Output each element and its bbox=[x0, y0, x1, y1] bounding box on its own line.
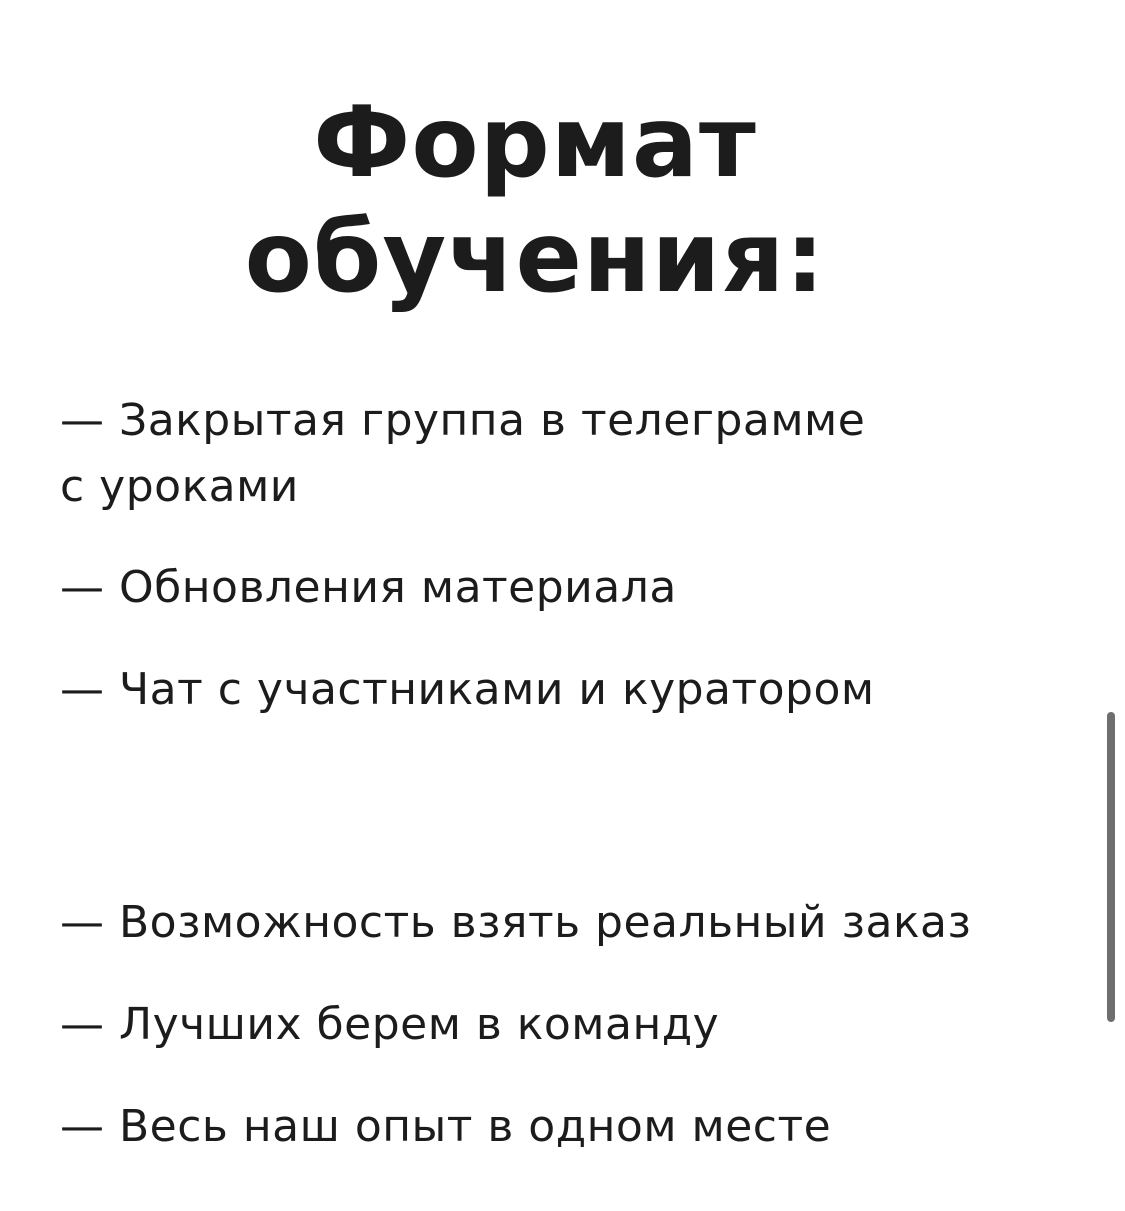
list-item-text: — Чат с участниками и куратором bbox=[60, 664, 875, 715]
list-item-team bbox=[60, 992, 719, 1058]
page-title bbox=[0, 86, 1070, 316]
list-item-text: — Весь наш опыт в одном месте bbox=[60, 1101, 832, 1152]
list-item-text: — Обновления материала bbox=[60, 562, 677, 613]
list-item-text-continued: с уроками bbox=[60, 461, 299, 512]
page-title-line-1: Формат bbox=[313, 86, 757, 200]
list-item-text: — Возможность взять реальный заказ bbox=[60, 897, 972, 948]
list-item-experience bbox=[60, 1094, 831, 1160]
scrollbar-thumb[interactable] bbox=[1107, 712, 1115, 1022]
list-item-text: — Лучших берем в команду bbox=[60, 999, 720, 1050]
list-item-chat bbox=[60, 657, 875, 723]
list-item-text: — Закрытая группа в телеграмме bbox=[60, 395, 866, 446]
list-item-updates bbox=[60, 555, 677, 621]
list-item-real-order bbox=[60, 890, 971, 956]
page-title-line-2: обучения: bbox=[244, 201, 826, 315]
list-item-closed-group bbox=[60, 388, 865, 520]
